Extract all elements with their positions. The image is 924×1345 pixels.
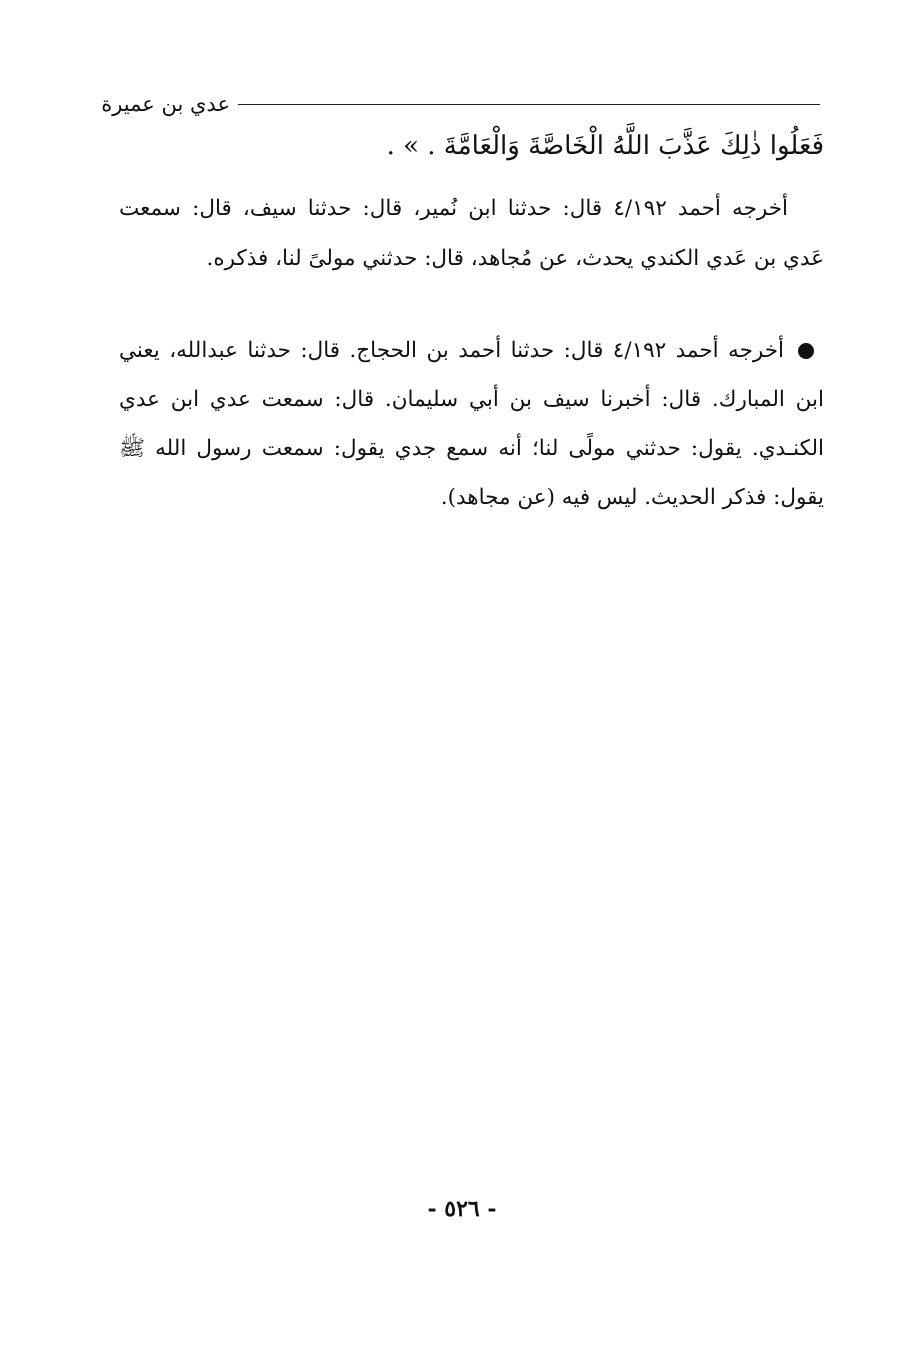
- takhrij-paragraph-1: [119, 184, 824, 284]
- page-number: - ٥٢٦ -: [427, 1196, 497, 1222]
- header-title: عدي بن عميرة: [101, 92, 230, 116]
- paragraph-text: أخرجه أحمد ٤/١٩٢ قال: حدثنا ابن نُمير، قال: حدثنا سيف، قال: سمعت عَدي بن عَدي الكندي يحدث، عن مُجاهد، قال: حدثني مولىً لنا، فذكره.: [119, 196, 824, 271]
- paragraph-text: أخرجه أحمد ٤/١٩٢ قال: حدثنا أحمد بن الحجاج. قال: حدثنا عبدالله، يعني ابن المبارك. قال: أخبرنا سيف بن أبي سليمان. قال: سمعت عدي ابن عدي الكنـدي. يقول: حدثني مولًى لنا؛ أنه سمع جدي يقول: سمعت رسول الله ﷺ يقول: فذكر الحديث. ليس فيه (عن مجاهد).: [119, 338, 824, 510]
- takhrij-paragraph-2: [119, 326, 824, 522]
- header-rule: [238, 104, 820, 105]
- running-header: [101, 92, 820, 122]
- bullet-icon: [798, 343, 814, 359]
- quoted-hadith-ending: فَعَلُوا ذٰلِكَ عَذَّبَ اللَّهُ الْخَاصَّةَ وَالْعَامَّةَ . » .: [386, 131, 824, 161]
